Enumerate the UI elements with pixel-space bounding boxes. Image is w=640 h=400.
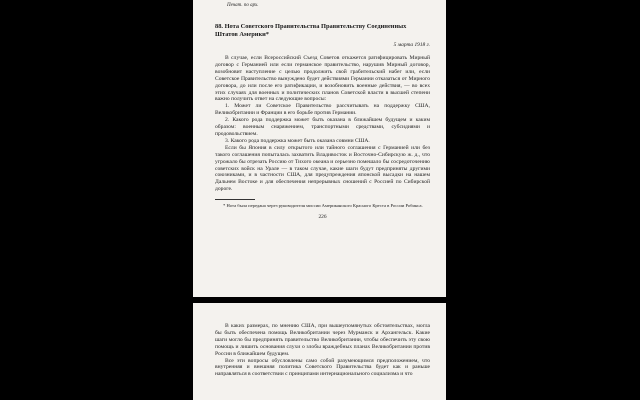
paragraph: 1. Может ли Советское Правительство рассчитывать на поддержку США, Великобритании и Франции в его борьбе против Германии. <box>215 103 430 117</box>
paragraph: В каких размерах, по мнению США, при вышеупомянутых обстоятельствах, могла бы быть обеспечена помощь Великобритании через Мурманск и Архангельск. Какие шаги могло бы предпринять правительство Великобритании, чтобы обеспечить эту свою помощь и лишить основания слухи о злобы враждебных планах Великобритании против России в ближайшем будущем. <box>215 323 430 357</box>
document-title: 88. Нота Советского Правительства Правительству Соединенных Штатов Америки* <box>215 23 407 38</box>
footnote-divider <box>215 199 255 200</box>
document-body <box>215 55 430 193</box>
page-number: 226 <box>318 213 327 220</box>
document-page-top <box>193 0 446 297</box>
document-date: 5 марта 1918 г. <box>393 42 430 48</box>
paragraph: В случае, если Всероссийский Съезд Советов откажется ратифицировать Мирный договор с Германией или если германское правительство, нарушив Мирный договор, возобновит наступление с целью продолжить свой грабительский набег или, если Советское Правительство вынуждено будет действиями Германии отказаться от Мирного договора, до или после его ратификации, и возобновить военные действия, — во всех этих случаях для военных и политических планов Советской власти в высшей степени важно получить ответ на следующие вопросы: <box>215 55 430 103</box>
document-body <box>215 323 430 378</box>
paragraph: 2. Какого рода поддержка может быть оказана в ближайшем будущем и каким образом: военным снаряжением, транспортными средствами, субсидиями и продовольствием. <box>215 117 430 137</box>
document-page-bottom <box>193 303 446 400</box>
paragraph: 3. Какого рода поддержка может быть оказана совмни США. <box>225 137 370 144</box>
footnote: * Нота была передана через руководителя миссии Американского Красного Креста в России Робинса. <box>223 203 423 209</box>
paragraph: Если бы Япония в силу открытого или тайного соглашения с Германией или без такого соглашения попыталась захватить Владивосток и Восточно-Сибирскую ж. д., что угрожало бы отрезать Россию от Тихого океана и серьезно помешало бы сосредоточению советских войск на Урале — в таком случае, какие шаги будут предприняты другими союзниками, и в частности США, для предупреждения японской высадки на нашем Дальнем Востоке и для обеспечения непрерывных сношений с Россией по Сибирской дороге. <box>215 144 430 193</box>
paragraph: Все эти вопросы обусловлены само собой разумеющимся предположением, что внутренняя и внешняя политика Советского Правительства будет как и раньше направляться в соответствии с принципами интернационального социализма и что <box>215 357 430 378</box>
source-note: Печат. по арх. <box>227 3 259 8</box>
